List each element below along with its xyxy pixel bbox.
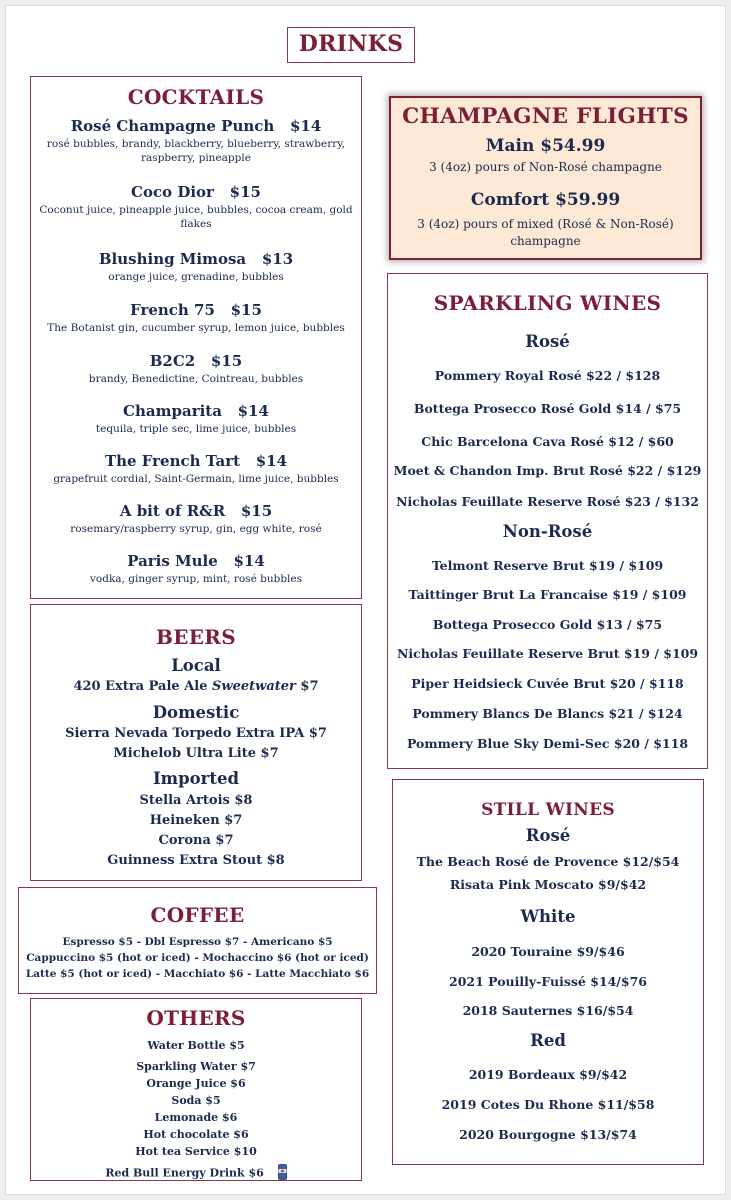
champagne-flights-section [389, 96, 702, 260]
champagne-main-desc: 3 (4oz) pours of Non-Rosé champagne [429, 160, 662, 174]
wine-item: Pommery Blancs De Blancs $21 / $124 [412, 706, 683, 721]
others-title: OTHERS [146, 1006, 246, 1030]
beer-item: Corona $7 [158, 833, 234, 848]
beers-section [30, 604, 362, 881]
other-item: Red Bull Energy Drink $6 [31, 1164, 361, 1183]
others-section [30, 998, 362, 1181]
cocktail-item: A bit of R&R $15 rosemary/raspberry syrup, gin, egg white, rosé [70, 502, 322, 535]
wine-item: 2018 Sauternes $16/$54 [462, 1003, 634, 1018]
wine-item: 2021 Pouilly-Fuissé $14/$76 [449, 974, 647, 989]
sparkling-rose-label: Rosé [525, 332, 570, 351]
wine-item: Taittinger Brut La Francaise $19 / $109 [408, 587, 687, 602]
cocktail-item: Paris Mule $14 vodka, ginger syrup, mint, rosé bubbles [89, 552, 303, 585]
coffee-section [18, 887, 377, 994]
wine-item: 2019 Cotes Du Rhone $11/$58 [441, 1097, 655, 1112]
wine-item: Bottega Prosecco Rosé Gold $14 / $75 [413, 401, 682, 416]
other-item: Orange Juice $6 [146, 1077, 246, 1090]
cocktail-item: Champarita $14 tequila, triple sec, lime juice, bubbles [95, 402, 297, 435]
other-item: Water Bottle $5 [147, 1039, 245, 1052]
wine-item: Chic Barcelona Cava Rosé $12 / $60 [421, 434, 674, 449]
wine-item: 2020 Bourgogne $13/$74 [459, 1127, 637, 1142]
wine-item: The Beach Rosé de Provence $12/$54 [416, 854, 680, 869]
cocktails-section [30, 76, 362, 599]
wine-item: Bottega Prosecco Gold $13 / $75 [432, 617, 663, 632]
beer-item: Stella Artois $8 [139, 793, 253, 808]
still-rose-label: Rosé [525, 826, 571, 845]
cocktail-item: French 75 $15 The Botanist gin, cucumber syrup, lemon juice, bubbles [47, 301, 345, 334]
beers-domestic-label: Domestic [152, 703, 240, 722]
cocktail-item: Blushing Mimosa $13 orange juice, grenadine, bubbles [98, 250, 294, 283]
beer-item: Michelob Ultra Lite $7 [113, 746, 279, 761]
wine-item: Moet & Chandon Imp. Brut Rosé $22 / $129 [393, 463, 702, 478]
beer-item: Heineken $7 [149, 813, 243, 828]
cocktail-item: The French Tart $14 grapefruit cordial, Saint-Germain, lime juice, bubbles [53, 452, 339, 485]
other-item: Soda $5 [171, 1094, 221, 1107]
beer-item: Sierra Nevada Torpedo Extra IPA $7 [65, 726, 327, 741]
wine-item: Nicholas Feuillate Reserve Rosé $23 / $132 [396, 494, 699, 509]
champagne-comfort-label: Comfort $59.99 [470, 190, 621, 210]
other-item: Hot tea Service $10 [135, 1145, 257, 1158]
wine-item: Pommery Blue Sky Demi-Sec $20 / $118 [406, 736, 689, 751]
cocktail-item: Coco Dior $15 Coconut juice, pineapple juice, bubbles, cocoa cream, gold flakes [39, 183, 353, 230]
coffee-line: Latte $5 (hot or iced) - Macchiato $6 - Latte Macchiato $6 [25, 968, 370, 980]
redbull-can-icon [278, 1164, 287, 1183]
wine-item: Pommery Royal Rosé $22 / $128 [434, 368, 661, 383]
still-white-label: White [520, 907, 576, 926]
champagne-comfort-desc: 3 (4oz) pours of mixed (Rosé & Non-Rosé) champagne [417, 217, 674, 248]
coffee-title: COFFEE [150, 903, 245, 927]
other-item: Sparkling Water $7 [136, 1060, 256, 1073]
wine-item: Nicholas Feuillate Reserve Brut $19 / $109 [396, 646, 699, 661]
wine-item: Telmont Reserve Brut $19 / $109 [431, 558, 664, 573]
cocktail-item: Rosé Champagne Punch $14 rosé bubbles, brandy, blackberry, blueberry, strawberry, raspberry, pineapple [46, 117, 346, 164]
wine-item: Risata Pink Moscato $9/$42 [449, 877, 647, 892]
other-item: Lemonade $6 [154, 1111, 238, 1124]
wine-item: 2019 Bordeaux $9/$42 [468, 1067, 628, 1082]
drinks-title-box [287, 27, 415, 63]
sparkling-title: SPARKLING WINES [433, 291, 662, 315]
menu-page [5, 5, 726, 1195]
beers-title: BEERS [156, 625, 236, 649]
sparkling-nonrose-label: Non-Rosé [502, 522, 593, 541]
beers-imported-label: Imported [152, 769, 240, 788]
sparkling-wines-section [387, 273, 708, 769]
wine-item: Piper Heidsieck Cuvée Brut $20 / $118 [411, 676, 684, 691]
beer-item: Guinness Extra Stout $8 [107, 853, 285, 868]
beer-local-item: 420 Extra Pale Ale Sweetwater $7 [73, 679, 319, 694]
still-red-label: Red [530, 1031, 566, 1050]
champagne-main-label: Main $54.99 [485, 136, 606, 156]
wine-item: 2020 Touraine $9/$46 [471, 944, 625, 959]
coffee-line: Espresso $5 - Dbl Espresso $7 - Americano $5 [62, 936, 333, 948]
still-wines-section [392, 779, 704, 1165]
champagne-title: CHAMPAGNE FLIGHTS [402, 104, 689, 129]
cocktails-title: COCKTAILS [127, 85, 265, 109]
beers-local-label: Local [171, 656, 221, 675]
page-title: DRINKS [298, 31, 404, 57]
cocktail-item: B2C2 $15 brandy, Benedictine, Cointreau, bubbles [88, 352, 304, 385]
still-title: STILL WINES [481, 800, 615, 820]
other-item: Hot chocolate $6 [143, 1128, 249, 1141]
coffee-line: Cappuccino $5 (hot or iced) - Mochaccino $6 (hot or iced) [26, 952, 369, 964]
